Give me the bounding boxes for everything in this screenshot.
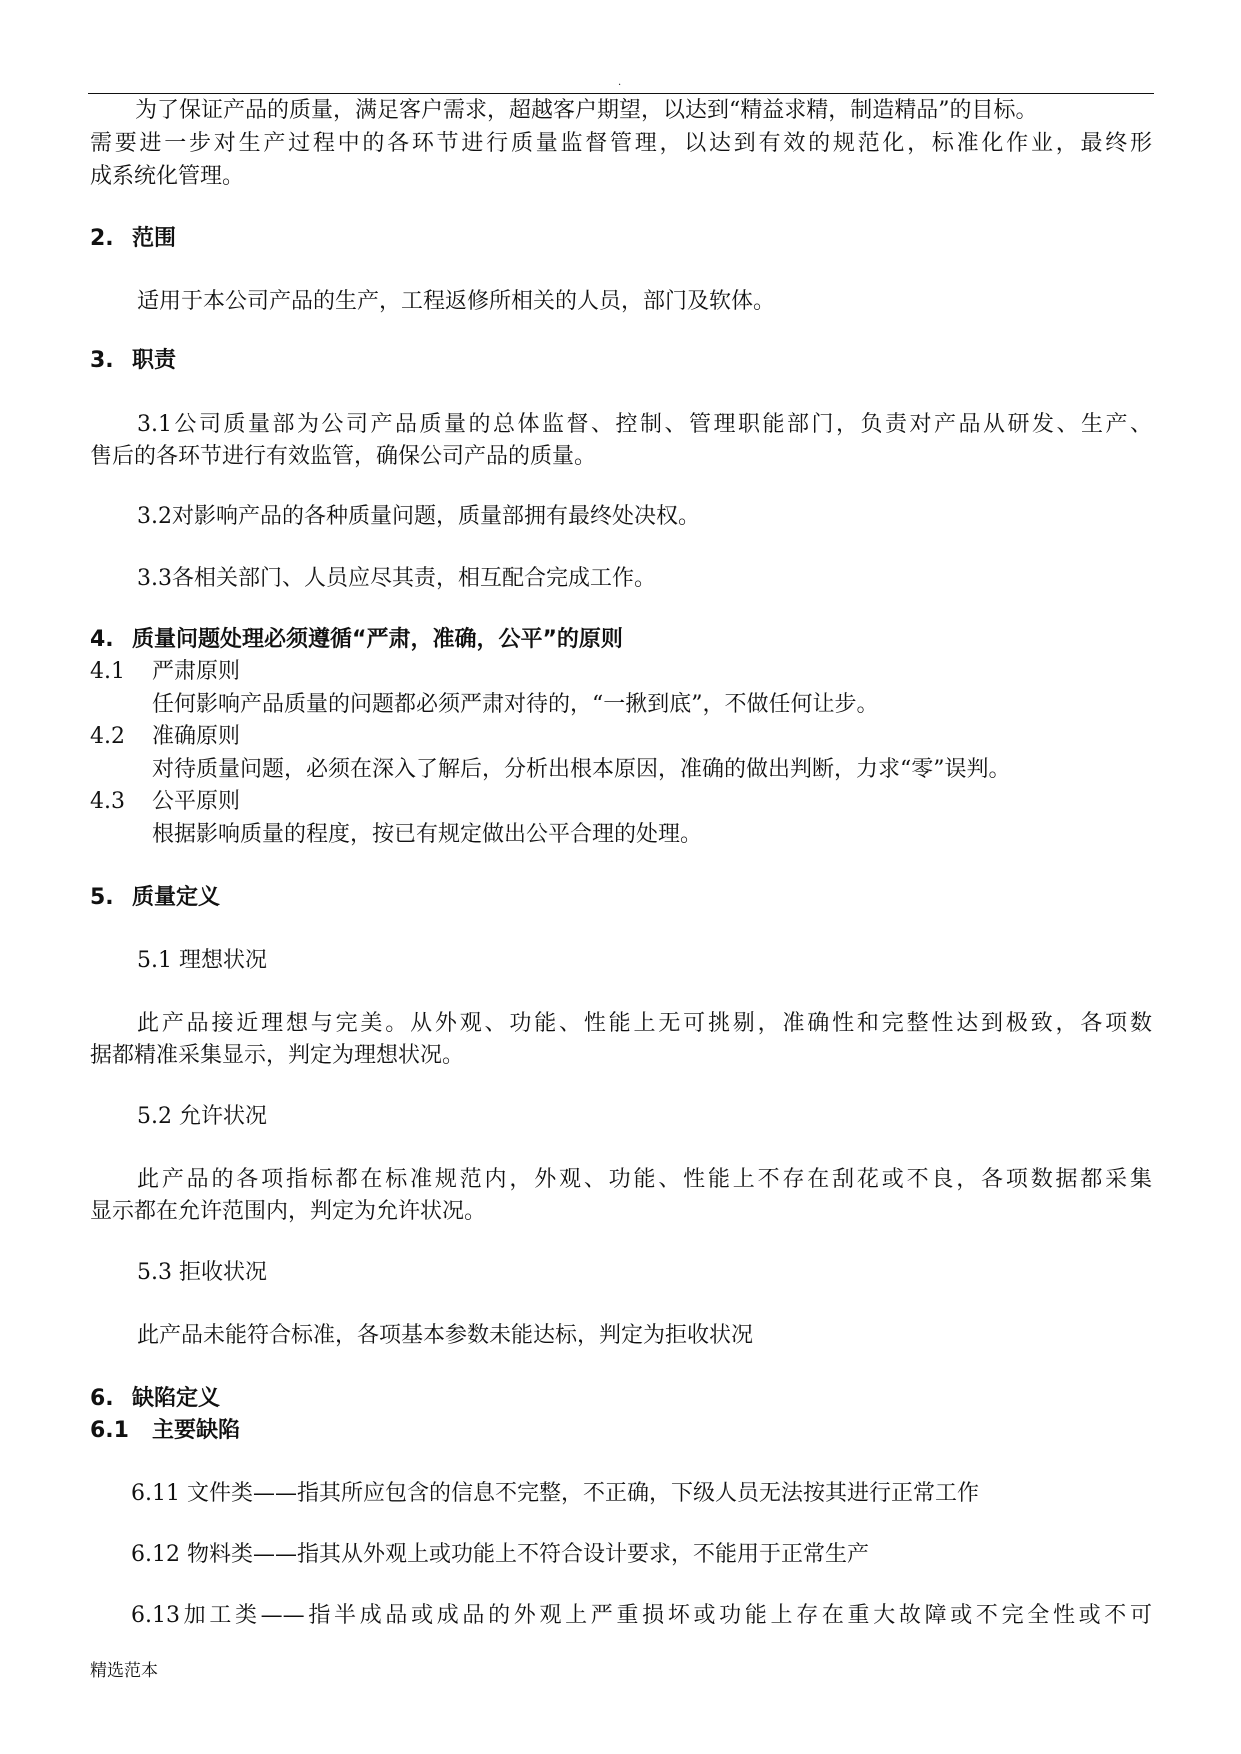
section-5-3-body: 此产品未能符合标准，各项基本参数未能达标，判定为拒收状况 (137, 1323, 754, 1348)
section-6-heading (90, 1386, 220, 1412)
section-4-1-body: 任何影响产品质量的问题都必须严肃对待的，“一揪到底”，不做任何让步。 (152, 692, 879, 717)
header-rule (88, 93, 1154, 94)
section-3-2: 3.2对影响产品的各种质量问题，质量部拥有最终处决权。 (137, 504, 700, 529)
section-5-heading (90, 885, 220, 911)
section-6-title: 缺陷定义 (132, 1386, 221, 1411)
section-4-3-heading (90, 789, 240, 815)
section-2-body: 适用于本公司产品的生产，工程返修所相关的人员，部门及软体。 (137, 289, 776, 314)
section-4-1-title: 严肃原则 (152, 659, 241, 684)
section-4-number: 4. (90, 627, 114, 652)
section-6-1-number: 6.1 (90, 1418, 129, 1443)
section-4-2-body: 对待质量问题，必须在深入了解后，分析出根本原因，准确的做出判断，力求“零”误判。 (152, 757, 1011, 782)
section-5-3-heading: 5.3 拒收状况 (137, 1260, 267, 1285)
section-4-1-number: 4.1 (90, 659, 125, 684)
section-4-2-number: 4.2 (90, 724, 125, 749)
section-4-3-body: 根据影响质量的程度，按已有规定做出公平合理的处理。 (152, 822, 703, 847)
header-mark: . (618, 77, 622, 88)
section-4-title: 质量问题处理必须遵循“严肃，准确，公平”的原则 (132, 627, 623, 652)
section-4-heading (90, 627, 623, 653)
section-5-number: 5. (90, 885, 114, 910)
section-4-2-heading (90, 724, 240, 750)
section-5-2-heading: 5.2 允许状况 (137, 1104, 267, 1129)
section-3-title: 职责 (132, 348, 177, 373)
section-5-1-body-line-2: 据都精准采集显示，判定为理想状况。 (90, 1043, 465, 1068)
section-4-1-heading (90, 659, 240, 685)
section-2-number: 2. (90, 226, 114, 251)
section-4-2-title: 准确原则 (152, 724, 241, 749)
section-5-2-body-line-1: 此产品的各项指标都在标准规范内，外观、功能、性能上不存在刮花或不良，各项数据都采集 (137, 1167, 1152, 1192)
section-3-3: 3.3各相关部门、人员应尽其责，相互配合完成工作。 (137, 566, 656, 591)
section-4-3-title: 公平原则 (152, 789, 241, 814)
section-4-3-number: 4.3 (90, 789, 125, 814)
intro-line-2: 需要进一步对生产过程中的各环节进行质量监督管理，以达到有效的规范化，标准化作业，最终形 (90, 131, 1152, 156)
section-2-heading (90, 226, 176, 252)
section-3-1-line-2: 售后的各环节进行有效监管，确保公司产品的质量。 (90, 444, 597, 469)
section-6-1-heading (90, 1418, 240, 1444)
section-6-13: 6.13加工类——指半成品或成品的外观上严重损坏或功能上存在重大故障或不完全性或不可 (131, 1603, 1152, 1628)
section-5-1-body-line-1: 此产品接近理想与完美。从外观、功能、性能上无可挑剔，准确性和完整性达到极致，各项数 (137, 1011, 1152, 1036)
footer-text: 精选范本 (90, 1661, 158, 1681)
intro-line-3: 成系统化管理。 (90, 164, 245, 189)
section-3-heading (90, 348, 176, 374)
section-6-12: 6.12 物料类——指其从外观上或功能上不符合设计要求，不能用于正常生产 (131, 1542, 869, 1567)
section-2-title: 范围 (132, 226, 177, 251)
section-3-1-line-1: 3.1公司质量部为公司产品质量的总体监督、控制、管理职能部门，负责对产品从研发、生产、 (137, 412, 1152, 437)
section-6-1-title: 主要缺陷 (152, 1418, 241, 1443)
intro-line-1: 为了保证产品的质量，满足客户需求，超越客户期望，以达到“精益求精，制造精品”的目标。 (135, 98, 1038, 123)
section-6-number: 6. (90, 1386, 114, 1411)
section-6-11: 6.11 文件类——指其所应包含的信息不完整，不正确，下级人员无法按其进行正常工作 (131, 1481, 979, 1506)
section-3-number: 3. (90, 348, 114, 373)
section-5-1-heading: 5.1 理想状况 (137, 948, 267, 973)
section-5-title: 质量定义 (132, 885, 221, 910)
section-5-2-body-line-2: 显示都在允许范围内，判定为允许状况。 (90, 1199, 487, 1224)
